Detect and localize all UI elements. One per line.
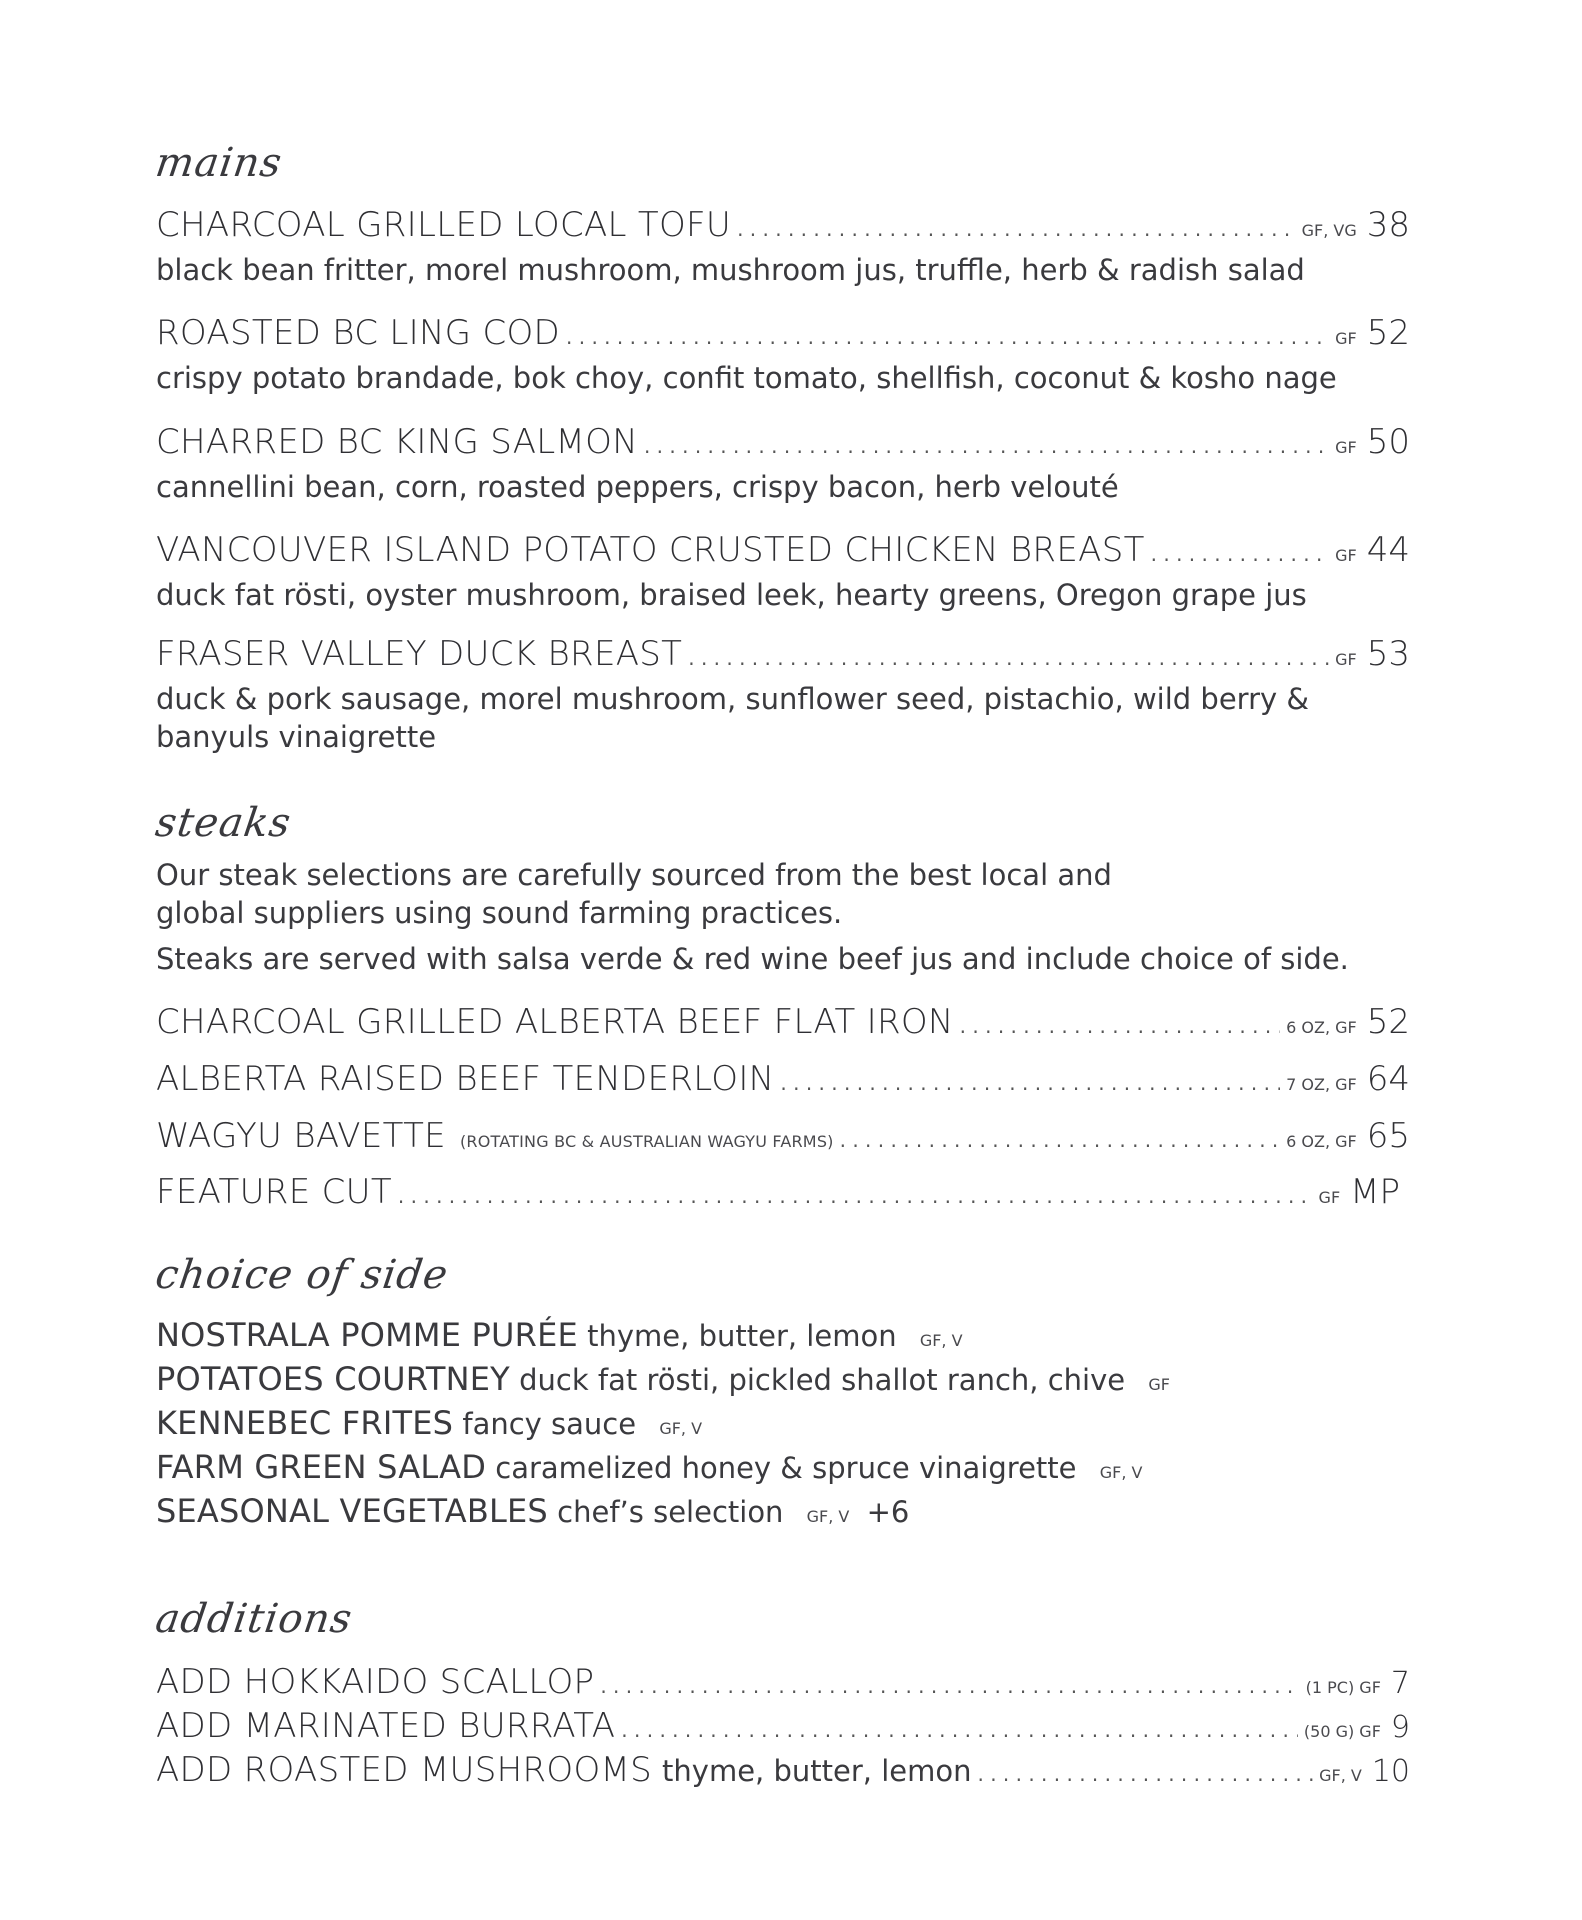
menu-item bbox=[156, 1002, 1410, 1042]
item-name: WAGYU BAVETTE bbox=[156, 1116, 446, 1156]
dietary-tags: GF, V bbox=[1319, 1766, 1362, 1785]
menu-item bbox=[156, 1706, 1410, 1746]
menu-item bbox=[156, 1662, 1410, 1702]
item-price: 64 bbox=[1366, 1059, 1410, 1099]
item-price: 9 bbox=[1390, 1710, 1410, 1745]
item-description: thyme, butter, lemon bbox=[662, 1754, 972, 1788]
menu-item bbox=[156, 313, 1410, 397]
dietary-tags: GF bbox=[1335, 438, 1357, 457]
side-name: POTATOES COURTNEY bbox=[156, 1360, 510, 1398]
dietary-tags: 6 OZ, GF bbox=[1286, 1018, 1357, 1037]
item-name: ALBERTA RAISED BEEF TENDERLOIN bbox=[156, 1059, 775, 1099]
dietary-tags: GF bbox=[1335, 650, 1357, 669]
item-price: 7 bbox=[1390, 1666, 1410, 1701]
item-name: FRASER VALLEY DUCK BREAST bbox=[156, 634, 683, 674]
side-name: KENNEBEC FRITES bbox=[156, 1404, 454, 1442]
item-name: CHARCOAL GRILLED ALBERTA BEEF FLAT IRON bbox=[156, 1002, 954, 1042]
item-description: cannellini bean, corn, roasted peppers, crispy bacon, herb velouté bbox=[156, 470, 1119, 504]
item-price: 65 bbox=[1366, 1116, 1410, 1156]
side-description: fancy sauce bbox=[462, 1407, 637, 1441]
intro-line: global suppliers using sound farming practices. bbox=[156, 896, 843, 930]
dot-leader bbox=[840, 1128, 1281, 1152]
dot-leader bbox=[644, 434, 1329, 458]
side-name: NOSTRALA POMME PURÉE bbox=[156, 1316, 578, 1354]
side-description: caramelized honey & spruce vinaigrette bbox=[495, 1451, 1077, 1485]
side-name: SEASONAL VEGETABLES bbox=[156, 1492, 548, 1530]
steaks-intro bbox=[156, 856, 1349, 978]
side-upcharge: +6 bbox=[866, 1495, 910, 1529]
side-item bbox=[156, 1492, 909, 1530]
dot-leader bbox=[1151, 542, 1329, 566]
menu-item bbox=[156, 634, 1410, 756]
dietary-tags: GF bbox=[1335, 329, 1357, 348]
item-price: 53 bbox=[1366, 634, 1410, 674]
dietary-tags: GF bbox=[1318, 1188, 1341, 1207]
item-name: ADD HOKKAIDO SCALLOP bbox=[156, 1662, 595, 1702]
dot-leader bbox=[780, 1071, 1280, 1095]
item-price: 50 bbox=[1366, 422, 1410, 462]
section-heading-additions: additions bbox=[152, 1596, 356, 1642]
dietary-tags: GF, V bbox=[659, 1419, 703, 1438]
dietary-tags: (50 G) GF bbox=[1303, 1722, 1381, 1741]
side-description: chef’s selection bbox=[557, 1495, 784, 1529]
item-price: 44 bbox=[1366, 530, 1410, 570]
menu-item bbox=[156, 530, 1410, 614]
item-description: duck & pork sausage, morel mushroom, sunflower seed, pistachio, wild berry & banyuls vinaigrette bbox=[156, 682, 1309, 754]
item-description: crispy potato brandade, bok choy, confit tomato, shellfish, coconut & kosho nage bbox=[156, 361, 1337, 395]
intro-line: Steaks are served with salsa verde & red wine beef jus and include choice of side. bbox=[156, 942, 1349, 976]
item-price: 52 bbox=[1366, 313, 1410, 353]
menu-item bbox=[156, 422, 1410, 506]
item-name: ADD MARINATED BURRATA bbox=[156, 1706, 616, 1746]
item-name: ROASTED BC LING COD bbox=[156, 313, 561, 353]
dot-leader bbox=[977, 1762, 1313, 1786]
side-name: FARM GREEN SALAD bbox=[156, 1448, 487, 1486]
section-heading-steaks: steaks bbox=[152, 800, 295, 846]
menu-item bbox=[156, 1116, 1410, 1156]
dot-leader bbox=[688, 646, 1329, 670]
menu-item bbox=[156, 205, 1410, 289]
dot-leader bbox=[398, 1184, 1313, 1208]
side-item bbox=[156, 1316, 963, 1354]
dietary-tags: GF, V bbox=[1099, 1463, 1143, 1482]
item-note: (ROTATING BC & AUSTRALIAN WAGYU FARMS) bbox=[459, 1132, 834, 1151]
dot-leader bbox=[960, 1014, 1280, 1038]
section-heading-sides: choice of side bbox=[152, 1252, 452, 1298]
section-heading-mains: mains bbox=[152, 140, 286, 186]
dot-leader bbox=[600, 1674, 1299, 1698]
dot-leader bbox=[621, 1718, 1298, 1742]
side-description: duck fat rösti, pickled shallot ranch, chive bbox=[519, 1363, 1126, 1397]
dietary-tags: 6 OZ, GF bbox=[1286, 1132, 1357, 1151]
menu-item bbox=[156, 1172, 1400, 1212]
item-name: CHARCOAL GRILLED LOCAL TOFU bbox=[156, 205, 732, 245]
dietary-tags: GF, V bbox=[806, 1507, 850, 1526]
item-name: CHARRED BC KING SALMON bbox=[156, 422, 638, 462]
menu-item bbox=[156, 1059, 1410, 1099]
side-item bbox=[156, 1360, 1170, 1398]
side-item bbox=[156, 1404, 702, 1442]
intro-line: Our steak selections are carefully sourced from the best local and bbox=[156, 858, 1112, 892]
item-price: 10 bbox=[1371, 1754, 1410, 1789]
dietary-tags: GF bbox=[1335, 546, 1357, 565]
dot-leader bbox=[737, 217, 1296, 241]
dietary-tags: (1 PC) GF bbox=[1305, 1678, 1381, 1697]
dietary-tags: GF bbox=[1148, 1375, 1170, 1394]
dot-leader bbox=[566, 325, 1329, 349]
side-description: thyme, butter, lemon bbox=[587, 1319, 897, 1353]
item-price: 52 bbox=[1366, 1002, 1410, 1042]
item-price: MP bbox=[1350, 1172, 1400, 1212]
item-description: black bean fritter, morel mushroom, mushroom jus, truffle, herb & radish salad bbox=[156, 253, 1305, 287]
dietary-tags: GF, VG bbox=[1301, 221, 1357, 240]
dietary-tags: 7 OZ, GF bbox=[1286, 1075, 1357, 1094]
item-description: duck fat rösti, oyster mushroom, braised leek, hearty greens, Oregon grape jus bbox=[156, 578, 1307, 612]
menu-item bbox=[156, 1750, 1410, 1790]
item-name: FEATURE CUT bbox=[156, 1172, 392, 1212]
item-name: VANCOUVER ISLAND POTATO CRUSTED CHICKEN BREAST bbox=[156, 530, 1145, 570]
dietary-tags: GF, V bbox=[919, 1331, 963, 1350]
item-price: 38 bbox=[1366, 205, 1410, 245]
side-item bbox=[156, 1448, 1142, 1486]
item-name: ADD ROASTED MUSHROOMS bbox=[156, 1750, 653, 1790]
